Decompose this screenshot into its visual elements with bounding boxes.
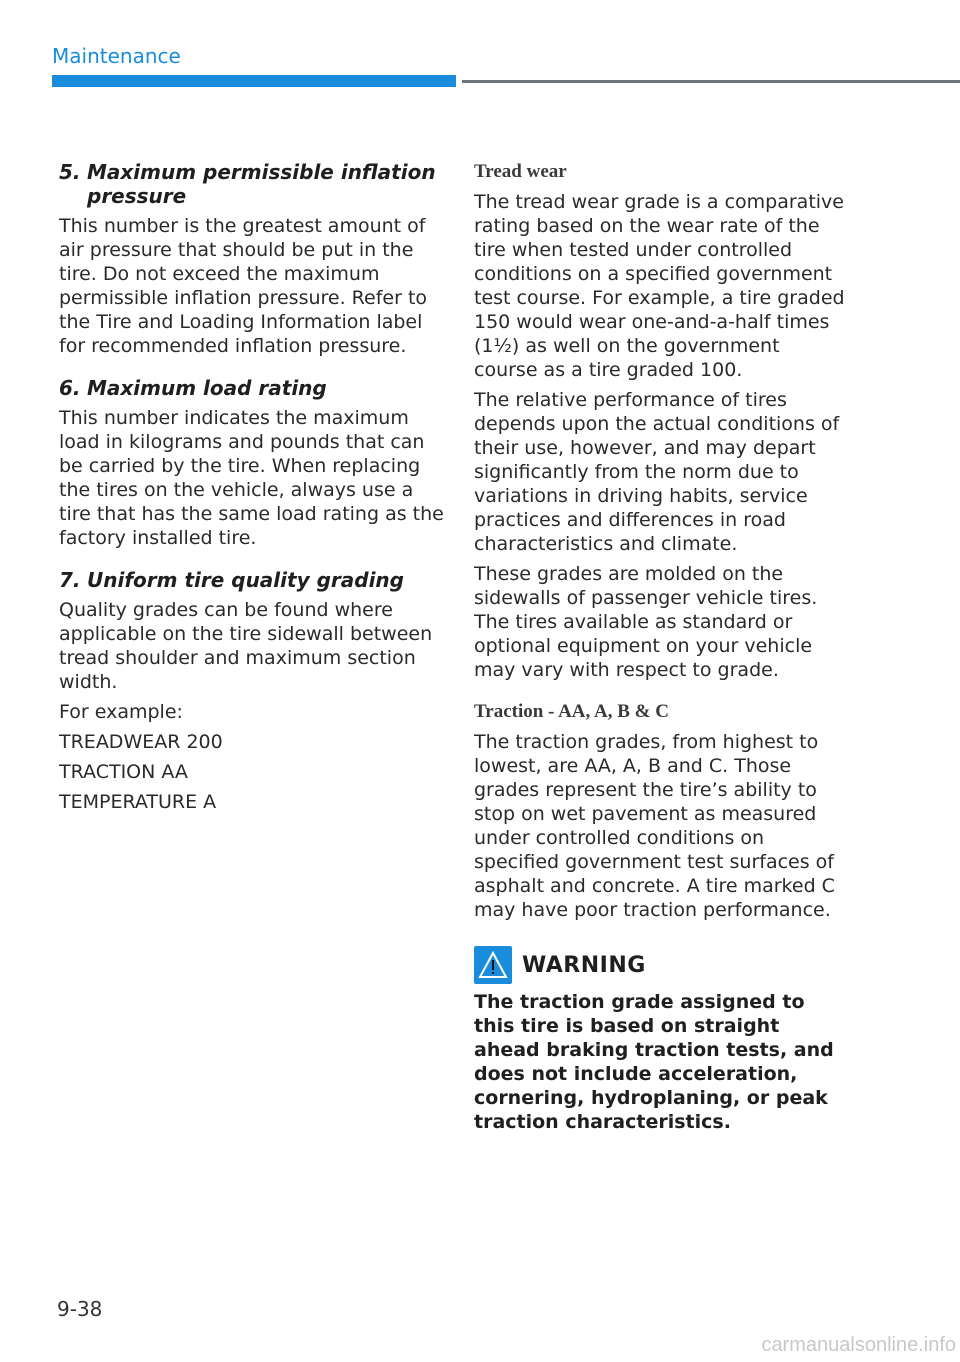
item-title: Maximum load rating (87, 376, 327, 400)
right-column (474, 160, 849, 1134)
traction-paragraph: The traction grades, from highest to lowest, are AA, A, B and C. Those grades represent the tire’s ability to stop on wet pavement as measured under controlled conditions on specified government test surfaces of asphalt and concrete. A tire marked C may have poor traction performance. (474, 731, 835, 921)
item-body: This number indicates the maximum load in kilograms and pounds that can be carried by the tire. When replacing the tires on the vehicle, always use a tire that has the same load rating as the factory installed tire. (59, 407, 444, 549)
warning-body: The traction grade assigned to this tire is based on straight ahead braking traction tests, and does not include acceleration, cornering, hydroplaning, or peak traction characteristics. (474, 991, 834, 1133)
item-7 (59, 568, 444, 814)
header-rule-gray (462, 80, 960, 83)
watermark: carmanualsonline.info (761, 1334, 956, 1356)
warning-title: WARNING (522, 952, 646, 978)
item-body: This number is the greatest amount of air pressure that should be put in the tire. Do not exceed the maximum permissible inflation pressure. Refer to the Tire and Loading Information label for recommended inflation pressure. (59, 215, 428, 357)
traction-heading: Traction - AA, A, B & C (474, 701, 669, 722)
item-heading (59, 376, 444, 400)
item-5 (59, 160, 444, 358)
item-number: 7. (59, 568, 81, 592)
page-number: 9-38 (57, 1297, 103, 1321)
tread-wear-paragraph: These grades are molded on the sidewalls of passenger vehicle tires. The tires available as standard or optional equipment on your vehicle may vary with respect to grade. (474, 563, 818, 681)
warning-triangle-icon (474, 946, 512, 984)
example-line: TEMPERATURE A (59, 791, 217, 813)
warning-header (474, 946, 849, 984)
example-line: TREADWEAR 200 (59, 731, 223, 753)
item-6 (59, 376, 444, 550)
tread-wear-paragraph: The relative performance of tires depends upon the actual conditions of their use, however, and may depart significantly from the norm due to variations in driving habits, service practices and differences in road characteristics and climate. (474, 389, 840, 555)
item-body: Quality grades can be found where applicable on the tire sidewall between tread shoulder and maximum section width. (59, 599, 433, 693)
item-title: Uniform tire quality grading (87, 568, 404, 592)
left-column (59, 160, 444, 820)
example-intro: For example: (59, 701, 183, 723)
item-heading (59, 568, 444, 592)
header-rule-blue (52, 75, 456, 87)
tread-wear-heading: Tread wear (474, 161, 567, 182)
item-heading (59, 160, 444, 208)
item-number: 5. (59, 160, 81, 184)
section-label: Maintenance (52, 44, 181, 68)
item-number: 6. (59, 376, 81, 400)
example-line: TRACTION AA (59, 761, 188, 783)
tread-wear-paragraph: The tread wear grade is a comparative rating based on the wear rate of the tire when tested under controlled conditions on a specified government test course. For example, a tire graded 150 would wear one-and-a-half times (1½) as well on the government course as a tire graded 100. (474, 191, 845, 381)
item-title: Maximum permissible inflation pressure (87, 160, 436, 208)
